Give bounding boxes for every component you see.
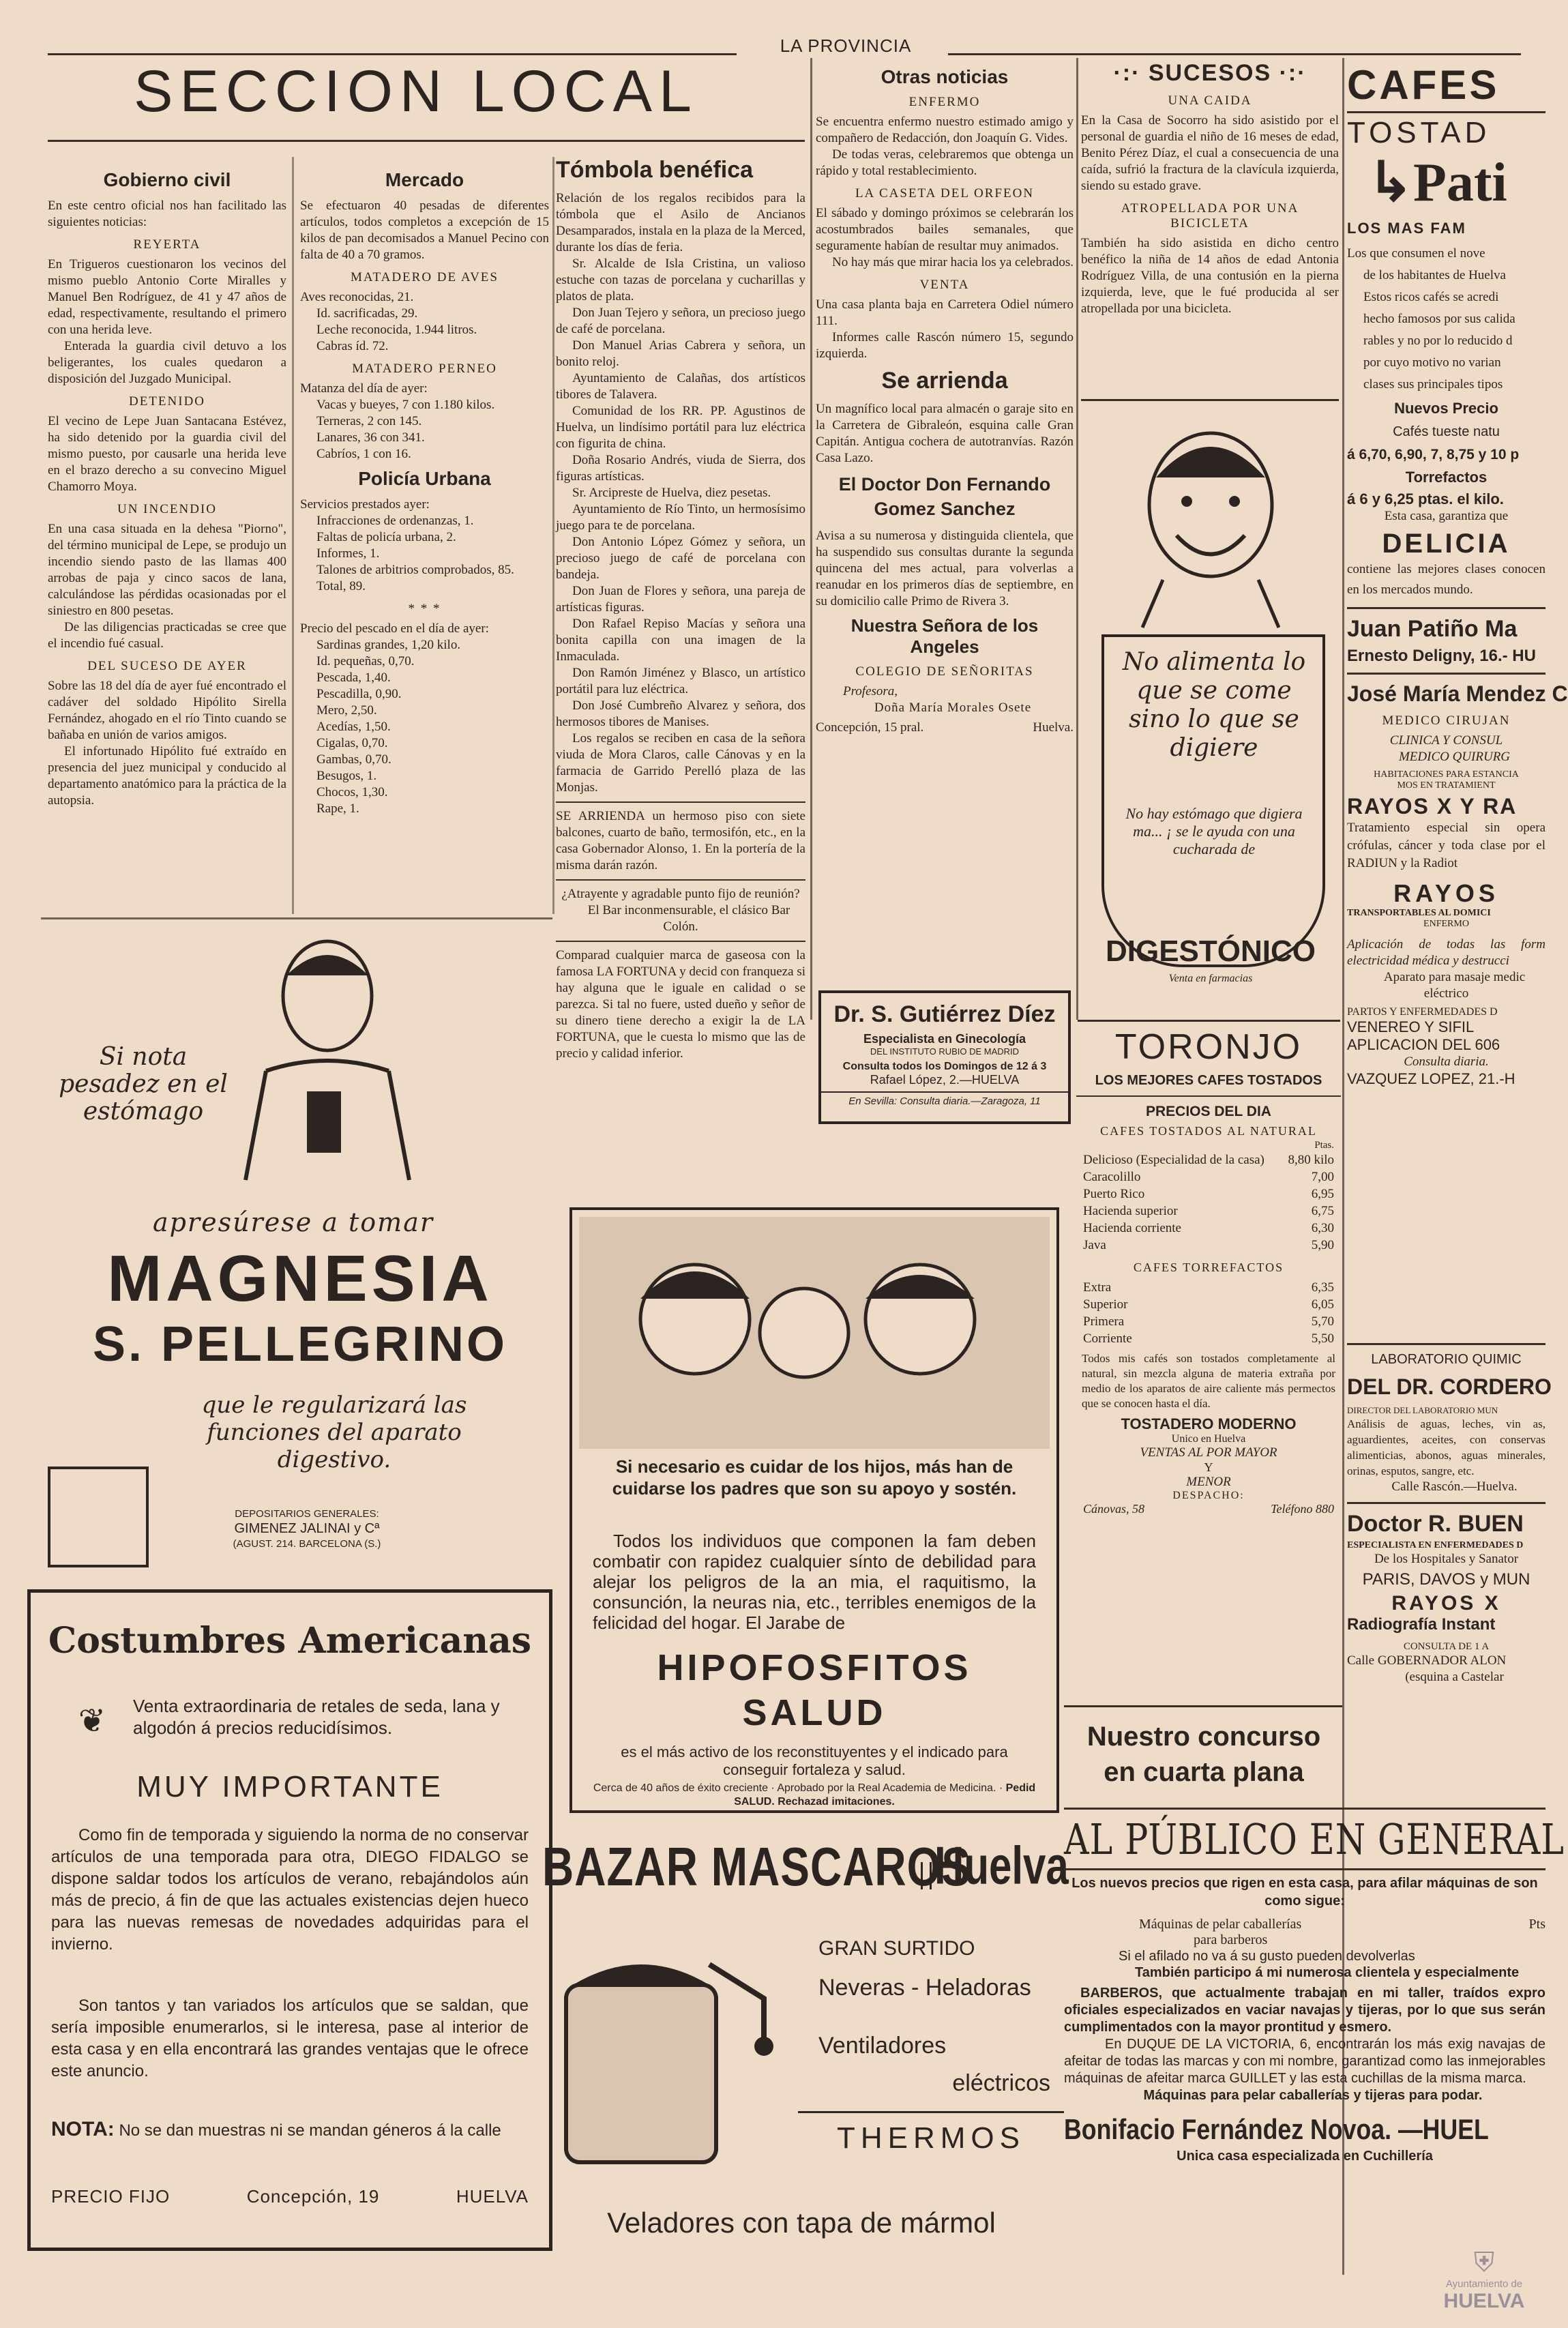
magnesia-line1: Si nota pesadez en el estómago xyxy=(59,1043,228,1125)
fortuna-ad: Comparad cualquier marca de gaseosa con la famosa LA FORTUNA y decid con franqueza si hay alguna que le iguale en calidad o se parezca. Si tal no fuere, usted dueño y señor de su dinero tiene derecho a exigir la de LA FORTUNA, que le cuesta lo mismo que las de precio y calidad inferior. xyxy=(556,948,805,1061)
price-item-value: 5,90 xyxy=(1311,1238,1334,1252)
bazar-vent-2: eléctricos xyxy=(952,2070,1050,2096)
perneo-line: Matanza del día de ayer: xyxy=(300,381,428,396)
price-item-name: Hacienda corriente xyxy=(1083,1221,1181,1235)
publico-text-3: Máquinas para pelar caballerías y tijeras para podar. xyxy=(1143,2088,1483,2103)
price-item-value: 5,70 xyxy=(1311,1314,1334,1329)
costumbres-venta: Venta extraordinaria de retales de seda, lana y algodón á precios reducidísimos. xyxy=(133,1696,500,1738)
cafes-tueste: Cafés tueste natu xyxy=(1393,424,1500,439)
hipofos-brand-2: SALUD xyxy=(742,1692,887,1733)
mercado-title: Mercado xyxy=(385,169,464,190)
hipofos-foot4: Pedid SALUD. Rechazad imitaciones. xyxy=(734,1782,1036,1808)
costumbres-ad xyxy=(27,1589,552,2251)
bazar-neveras: Neveras - Heladoras xyxy=(818,1975,1031,2001)
publico-l1: Máquinas de pelar caballerías xyxy=(1139,1917,1302,1932)
consulta-diaria: Consulta diaria. xyxy=(1404,1055,1489,1069)
enfermo-text-2: De todas veras, celebraremos que obtenga un rápido y total restablecimiento. xyxy=(816,147,1074,178)
costumbres-nota-row xyxy=(51,2118,535,2141)
price-item-value: 6,05 xyxy=(1311,1297,1334,1312)
toronjo-torrefactos: CAFES TORREFACTOS xyxy=(1133,1261,1284,1274)
cafes-line: por cuyo motivo no varian xyxy=(1363,355,1501,370)
right-edge-column-lower xyxy=(1347,1340,1552,1859)
incendio-heading: UN INCENDIO xyxy=(117,502,217,516)
tombola-paragraph: Don Juan Tejero y señora, un precioso juego de café de porcelana. xyxy=(556,306,805,336)
bazar-city: Huelva xyxy=(934,1836,1069,1896)
hipofos-body: Todos los individuos que componen la fam deben combatir con rapidez cualquier sínto de debilidad para alejar los peligros de la an mia, el raquitismo, la consunción, la neuras nia, etc., terribles enemigos de la felicidad del hogar. El Jarabe de xyxy=(593,1531,1036,1633)
concurso-notice: Nuestro concurso en cuarta plana xyxy=(1086,1722,1321,1787)
price-item-value: 6,30 xyxy=(1311,1221,1334,1235)
pescado-line: Chocos, 1,30. xyxy=(316,785,388,799)
price-item-name: Primera xyxy=(1083,1314,1125,1329)
gutierrez-inst: DEL INSTITUTO RUBIO DE MADRID xyxy=(870,1046,1020,1057)
toronjo-y: Y xyxy=(1204,1460,1213,1474)
clinica: CLINICA Y CONSUL xyxy=(1389,733,1503,748)
tombola-paragraph: Don Ramón Jiménez y Blasco, un artístico portátil para luz eléctrica. xyxy=(556,666,805,696)
publico-text-2: En DUQUE DE LA VICTORIA, 6, encontrarán los más exig navajas de afeitar de todas las marcas y con mi nombre, garantizad como las inmejorables máquinas de afeitar marca GUILLET y las esta cuchillas de la misma marca. xyxy=(1064,2037,1545,2086)
publico-text: BARBEROS, que actualmente trabajan en mi taller, traídos expro oficiales especializados en vaciar navajas y tijeras, por lo que sus serán cumplimentados con la mayor prontitud y esmero. xyxy=(1064,1986,1545,2035)
price-item-value: 8,80 kilo xyxy=(1288,1153,1334,1167)
hipofos-head: Si necesario es cuidar de los hijos, más han de cuidarse los padres que son su apoyo y sostén. xyxy=(612,1456,1017,1499)
tombola-column xyxy=(556,151,805,1168)
aplicacion: Aplicación de todas las form electricidad médica y destrucci xyxy=(1347,937,1545,968)
tombola-title: Tómbola benéfica xyxy=(556,157,754,183)
tombola-paragraph: Sr. Alcalde de Isla Cristina, un valioso estuche con tazas de porcelana y cucharillas y platos de plata. xyxy=(556,256,805,304)
pescado-line: Acedías, 1,50. xyxy=(316,720,391,734)
detenido-heading: DETENIDO xyxy=(128,394,206,409)
transportables: TRANSPORTABLES AL DOMICI xyxy=(1347,908,1491,918)
policia-line: Informes, 1. xyxy=(316,546,380,561)
pescado-line: Cigalas, 0,70. xyxy=(316,736,388,750)
partos: PARTOS Y ENFERMEDADES D xyxy=(1347,1006,1498,1018)
price-item-value: 6,75 xyxy=(1311,1204,1334,1218)
deligny: Ernesto Deligny, 16.- HU xyxy=(1347,647,1536,665)
publico-unica: Unica casa especializada en Cuchillería xyxy=(1177,2149,1433,2164)
aves-line: Aves reconocidas, 21. xyxy=(300,290,414,304)
pescado-line: Sardinas grandes, 1,20 kilo. xyxy=(316,638,461,652)
sucesos-column xyxy=(1081,60,1339,401)
price-row xyxy=(1083,1220,1334,1237)
price-item-value: 6,35 xyxy=(1311,1280,1334,1295)
hipofos-foot-block: Cerca de 40 años de éxito creciente · Aprobado por la Real Academia de Medicina. · Pedid SALUD. Rechazad imitaciones. xyxy=(593,1782,1036,1808)
bazar-title: BAZAR MASCAROS xyxy=(542,1836,972,1898)
hipofosfitos-ad xyxy=(569,1207,1059,1813)
venta-text: Una casa planta baja en Carretera Odiel número 111. xyxy=(816,297,1074,328)
costumbres-city: HUELVA xyxy=(456,2186,529,2207)
toronjo-unit: Ptas. xyxy=(1314,1140,1334,1151)
rayos-x: RAYOS X xyxy=(1391,1592,1501,1615)
hipofos-brand-1: HIPOFOSFITOS xyxy=(657,1647,972,1688)
arrienda-text: Un magnífico local para almacén o garaje sito en la Carretera de Gibraleón, esquina calle Gran Capitán. Antigua cochera de autotranvías. Razón Casa Lazo. xyxy=(816,402,1074,465)
toronjo-tostadero: TOSTADERO MODERNO xyxy=(1121,1415,1297,1432)
consulta-hours: CONSULTA DE 1 A xyxy=(1403,1641,1490,1652)
policia-line: Servicios prestados ayer: xyxy=(300,497,430,512)
colegio-sub: COLEGIO DE SEÑORITAS xyxy=(855,664,1034,679)
newspaper-name: LA PROVINCIA xyxy=(780,35,912,56)
price-item-name: Java xyxy=(1083,1238,1106,1252)
aves-line: Id. sacrificadas, 29. xyxy=(316,306,418,321)
venereo: VENEREO Y SIFIL xyxy=(1347,1018,1475,1035)
orfeon-text: El sábado y domingo próximos se celebrarán los acostumbrados bailes semanales, que seguramente habían de resultar muy animados. xyxy=(816,206,1074,253)
policia-line: Total, 89. xyxy=(316,579,366,593)
page-header xyxy=(48,35,1521,56)
perneo-line: Vacas y bueyes, 7 con 1.180 kilos. xyxy=(316,398,495,412)
caida-heading: UNA CAIDA xyxy=(1168,93,1252,108)
perneo-line: Terneras, 2 con 145. xyxy=(316,414,422,428)
rayos-xr: RAYOS X Y RA xyxy=(1347,794,1518,819)
gutierrez-consult: Consulta todos los Domingos de 12 á 3 xyxy=(842,1061,1047,1072)
tombola-paragraph: Ayuntamiento de Calañas, dos artísticos tibores de Talavera. xyxy=(556,371,805,402)
price-item-name: Superior xyxy=(1083,1297,1128,1312)
toronjo-tel: Teléfono 880 xyxy=(1271,1502,1334,1516)
mendez-name: José María Mendez C xyxy=(1347,681,1568,706)
toronjo-contact-row xyxy=(1076,1502,1341,1516)
bazar-vent-1: Ventiladores xyxy=(818,2033,947,2059)
pescado-line: Pescadilla, 0,90. xyxy=(316,687,402,701)
aves-line: Cabras íd. 72. xyxy=(316,339,389,353)
price-item-name: Hacienda superior xyxy=(1083,1204,1178,1218)
cafes-delicia-text: contiene las mejores clases conocen en los mercados mundo. xyxy=(1347,562,1545,597)
aves-heading: MATADERO DE AVES xyxy=(351,270,499,284)
magnesia-bottle-icon xyxy=(48,1467,149,1567)
tombola-paragraph: Don Manuel Arias Cabrera y señora, un bonito reloj. xyxy=(556,338,805,369)
natural-price-list xyxy=(1076,1151,1341,1254)
publico-l3: Si el afilado no va á su gusto pueden devolverlas xyxy=(1119,1949,1415,1964)
toronjo-natural: CAFES TOSTADOS AL NATURAL xyxy=(1100,1124,1317,1138)
rascon: Calle Rascón.—Huelva. xyxy=(1391,1479,1518,1494)
cafes-garantiza: Esta casa, garantiza que xyxy=(1384,509,1509,523)
radiografia: Radiografía Instant xyxy=(1347,1615,1496,1634)
sucesos-title: SUCESOS xyxy=(1148,60,1272,86)
ornament-icon: ·:· xyxy=(1279,60,1307,86)
gobierno-title: Gobierno civil xyxy=(103,169,231,190)
toronjo-ad xyxy=(1076,1027,1341,1715)
price-item-value: 6,95 xyxy=(1311,1187,1334,1201)
cafes-line: hecho famosos por sus calida xyxy=(1363,312,1515,326)
section-title: SECCION LOCAL xyxy=(134,59,698,124)
cafes-line: de los habitantes de Huelva xyxy=(1363,268,1506,282)
price-item-name: Corriente xyxy=(1083,1331,1132,1346)
costumbres-title: Costumbres Americanas xyxy=(48,1620,532,1662)
toronjo-precios: PRECIOS DEL DIA xyxy=(1146,1104,1271,1119)
magnesia-brand-2: S. PELLEGRINO xyxy=(92,1317,508,1372)
shield-icon: ⛨ xyxy=(1474,2248,1494,2278)
publico-title: AL PÚBLICO EN GENERAL xyxy=(1064,1814,1565,1864)
policia-line: Infracciones de ordenanzas, 1. xyxy=(316,514,474,528)
toronjo-sub: LOS MEJORES CAFES TOSTADOS xyxy=(1095,1073,1322,1088)
arrienda-title: Se arrienda xyxy=(881,368,1008,394)
colegio-name: Doña María Morales Osete xyxy=(874,701,1032,715)
aparato: Aparato para masaje medic eléctrico xyxy=(1383,970,1526,1001)
tombola-paragraph: Don Rafael Repiso Macías y señora una bonita capilla con una imagen de la Inmaculada. xyxy=(556,617,805,664)
bueno-hosp: De los Hospitales y Sanator xyxy=(1374,1552,1519,1566)
colegio-prof: Profesora, xyxy=(843,684,898,698)
pescado-line: Besugos, 1. xyxy=(316,769,377,783)
lab-text: Análisis de aguas, leches, vin as, aguardientes, aceites, con conservas alimenticias, abonos, aguas minerales, orinas, esputos, sangre, etc. xyxy=(1347,1417,1545,1477)
bazar-thermos: THERMOS xyxy=(837,2121,1025,2155)
colegio-title: Nuestra Señora de los Angeles xyxy=(850,615,1039,657)
costumbres-nota-text: No se dan muestras ni se mandan géneros á la calle xyxy=(119,2121,501,2140)
ornament-icon: ❦ xyxy=(78,1703,106,1739)
quirurg: MEDICO QUIRURG xyxy=(1398,750,1511,764)
hipofos-foot3: Aprobado por la Real Academia de Medicina. xyxy=(777,1782,996,1794)
price-row xyxy=(1083,1330,1334,1347)
gobierno-civil-column xyxy=(48,164,286,914)
bueno-spec: ESPECIALISTA EN ENFERMEDADES D xyxy=(1347,1540,1524,1550)
policia-line: Faltas de policía urbana, 2. xyxy=(316,530,456,544)
digestonico-foot: Venta en farmacias xyxy=(1168,973,1253,984)
director: DIRECTOR DEL LABORATORIO MUN xyxy=(1347,1405,1498,1415)
bar-line-1: ¿Atrayente y agradable punto fijo de reunión? xyxy=(561,887,800,901)
cafes-line: Estos ricos cafés se acredi xyxy=(1363,290,1499,304)
gutierrez-name: Dr. S. Gutiérrez Díez xyxy=(833,1001,1056,1027)
ornament-icon: ·:· xyxy=(1113,60,1141,86)
cafes-torrefactos: Torrefactos xyxy=(1405,469,1488,486)
pescado-line: Pescada, 1,40. xyxy=(316,671,391,685)
price-item-name: Puerto Rico xyxy=(1083,1187,1145,1201)
costumbres-muy: MUY IMPORTANTE xyxy=(136,1770,443,1803)
torrefacto-price-list xyxy=(1076,1279,1341,1347)
price-item-value: 5,50 xyxy=(1311,1331,1334,1346)
logo-line-1: Ayuntamiento de xyxy=(1445,2278,1523,2290)
lab-title: LABORATORIO QUIMIC xyxy=(1371,1352,1522,1367)
magnesia-line2: apresúrese a tomar xyxy=(152,1207,434,1237)
cafes-pati-text: Pati xyxy=(1413,153,1507,213)
rayos-title: RAYOS xyxy=(1393,879,1499,907)
digestonico-brand: DIGESTÓNICO xyxy=(1105,934,1316,968)
magnesia-line3: que le regularizará las funciones del aparato digestivo. xyxy=(201,1391,467,1473)
tombola-paragraph: Don José Cumbreño Alvarez y señora, dos hermosos tibores de Manises. xyxy=(556,698,805,729)
cafes-delicia: DELICIA xyxy=(1382,529,1511,559)
tombola-paragraph: Don Antonio López Gómez y señora, un precioso juego de café de porcelana con bandeja. xyxy=(556,535,805,582)
bici-text: También ha sido asistida en dicho centro benéfico la niña de 14 años de edad Antonia Rodríguez Villa, de una contusión en la pierna izquierda, leve, que le fué producida al ser atropellada por una bicicleta. xyxy=(1081,236,1339,316)
toronjo-note: Todos mis cafés son tostados completamente al natural, sin mezcla alguna de materia extraña por medio de los aparatos de aire caliente más permectos que se conocen hasta el día. xyxy=(1082,1352,1335,1410)
aplic-606: APLICACION DEL 606 xyxy=(1347,1036,1500,1053)
magnesia-ad xyxy=(41,928,559,1562)
ayuntamiento-logo xyxy=(1443,2248,1525,2313)
pescado-line: Rape, 1. xyxy=(316,801,359,816)
incendio-text-2: De las diligencias practicadas se cree que el incendio fué casual. xyxy=(48,620,286,651)
family-illustration xyxy=(579,1217,1050,1449)
family-faces-icon xyxy=(579,1217,1050,1449)
price-item-name: Extra xyxy=(1083,1280,1112,1295)
enfermo-heading: ENFERMO xyxy=(908,95,981,109)
tombola-paragraph: Comunidad de los RR. PP. Agustinos de Huelva, un lindísimo portátil para luz eléctrica con figurita de china. xyxy=(556,404,805,451)
venta-text-2: Informes calle Rascón número 15, segundo izquierda. xyxy=(816,330,1074,361)
gutierrez-ad xyxy=(818,990,1071,1124)
bazar-ad xyxy=(539,1835,1069,2258)
price-row xyxy=(1083,1185,1334,1203)
vazquez: VAZQUEZ LOPEZ, 21.-H xyxy=(1347,1070,1515,1087)
publico-intro: Los nuevos precios que rigen en esta casa, para afilar máquinas de son como sigue: xyxy=(1071,1876,1538,1909)
digestonico-text: No hay estómago que digiera ma... ¡ se le ayuda con una cucharada de xyxy=(1125,805,1303,857)
magnesia-dep2: GIMENEZ JALINAI y Cª xyxy=(234,1521,380,1536)
tombola-paragraph: Doña Rosario Andrés, viuda de Sierra, dos figuras artísticas. xyxy=(556,453,805,484)
digestonico-slogan: No alimenta lo que se come sino lo que se digiere xyxy=(1122,648,1306,762)
mercado-intro: Se efectuaron 40 pesadas de diferentes artículos, todos completos a excepción de 15 kilos de pan decomisados a Manuel Pecino con falta de 40 a 70 gramos. xyxy=(300,198,549,262)
pescado-intro: Precio del pescado en el día de ayer: xyxy=(300,621,489,636)
enfermo-sm: ENFERMO xyxy=(1423,919,1469,929)
toronjo-ventas: VENTAS AL POR MAYOR xyxy=(1140,1445,1277,1460)
pescado-line: Gambas, 0,70. xyxy=(316,752,391,767)
arrienda-piso: SE ARRIENDA un hermoso piso con siete balcones, cuarto de baño, termosifón, etc., en la casa Gobernador Alonso, 1. En la portería de la misma darán razón. xyxy=(556,809,805,872)
tombola-paragraph: Relación de los regalos recibidos para la tómbola que el Asilo de Ancianos Desamparados, instala en la plaza de la Merced, durante los días de feria. xyxy=(556,191,805,254)
logo-line-2: HUELVA xyxy=(1443,2290,1525,2312)
tombola-paragraph: Sr. Arcipreste de Huelva, diez pesetas. xyxy=(572,486,771,500)
tombola-paragraph: Don Juan de Flores y señora, una pareja de artísticas figuras. xyxy=(556,584,805,615)
publico-row-1 xyxy=(1064,1917,1545,1932)
man-holding-bottle-illustration xyxy=(239,934,416,1180)
reyerta-heading: REYERTA xyxy=(133,237,201,252)
magnesia-brand-1: MAGNESIA xyxy=(107,1242,493,1315)
mendez-medico: MEDICO CIRUJAN xyxy=(1382,713,1511,728)
price-item-value: 7,00 xyxy=(1311,1170,1334,1184)
gobierno-intro: En este centro oficial nos han facilitado las siguientes noticias: xyxy=(48,198,286,229)
price-row xyxy=(1083,1279,1334,1296)
costumbres-text2: Son tantos y tan variados los artículos que se saldan, que sería imposible enumerarlos, si le interesa, pase al interior de esta casa y en ella encontrará las grandes ventajas que le ofrece este anuncio. xyxy=(51,1997,529,2080)
cafes-line: clases sus principales tipos xyxy=(1363,377,1503,392)
gobernador-addr: Calle GOBERNADOR ALON xyxy=(1347,1653,1507,1668)
habitaciones: HABITACIONES PARA ESTANCIA xyxy=(1374,769,1519,780)
costumbres-nota: NOTA: xyxy=(51,2118,115,2140)
costumbres-footer xyxy=(51,2186,529,2207)
venta-heading: VENTA xyxy=(919,278,970,292)
toronjo-despacho: DESPACHO: xyxy=(1172,1490,1245,1501)
cafes-tostad: TOSTAD xyxy=(1347,116,1491,149)
price-row xyxy=(1083,1151,1334,1168)
otras-title: Otras noticias xyxy=(881,66,1009,87)
publico-l2: para barberos xyxy=(1194,1932,1268,1947)
detenido-text: El vecino de Lepe Juan Santacana Estévez, ha sido detenido por la guardia civil del mismo puesto, por causarle una herida leve en el brazo derecho a su convecino Miguel Chamorro Moya. xyxy=(48,414,286,494)
caida-text: En la Casa de Socorro ha sido asistido por el personal de guardia el niño de 16 meses de edad, Benito Pérez Díaz, el cual a consecuencia de una caída, sufrió la fractura de la clavícula izquierda, siendo su estado grave. xyxy=(1081,113,1339,193)
cafes-nuevos: Nuevos Precio xyxy=(1394,400,1498,417)
suceso-text-2: El infortunado Hipólito fué extraído en presencia del juez municipal y conducido al departamento anatómico para la práctica de la autopsia. xyxy=(48,744,286,808)
tombola-paragraph: Los regalos se reciben en casa de la señora viuda de Mora Claros, calle Cánovas y en la farmacia de Garrido Perelló plaza de las Monjas. xyxy=(556,731,805,795)
orfeon-text-2: No hay más que mirar hacia los ya celebrados. xyxy=(832,255,1074,269)
incendio-text: En una casa situada en la dehesa "Piorno", del término municipal de Lepe, se produjo un incendio siendo pasto de las llamas 400 arrobas de paja y cinco sacos de lana, calculándose las pérdidas ocasionadas por el siniestro en 800 pesetas. xyxy=(48,522,286,618)
stars-divider: * * * xyxy=(408,602,441,616)
trat-text: Tratamiento especial sin opera crófulas, cáncer y toda clase por el RADIUN y la Radiot xyxy=(1347,821,1545,870)
price-item-name: Caracolillo xyxy=(1083,1170,1141,1184)
hipofos-foot: es el más activo de los reconstituyentes y el indicado para conseguir fortaleza y salud. xyxy=(621,1743,1008,1778)
bazar-surtido: GRAN SURTIDO xyxy=(818,1937,975,1960)
cafes-pati xyxy=(1347,150,1545,214)
patino-name: Juan Patiño Ma xyxy=(1347,616,1518,642)
price-item-name: Delicioso (Especialidad de la casa) xyxy=(1083,1153,1264,1167)
pescado-line: Mero, 2,50. xyxy=(316,703,377,718)
suceso-text: Sobre las 18 del día de ayer fué encontrado el cadáver del soldado Hipólito Sirella Fernández, ahogado en el río Tinto cuando se bañaba en unión de varios amigos. xyxy=(48,679,286,742)
digestonico-ad xyxy=(1081,409,1340,1003)
policia-title: Policía Urbana xyxy=(358,468,491,489)
price-row xyxy=(1083,1313,1334,1330)
paris: PARIS, DAVOS y MUN xyxy=(1362,1570,1530,1589)
tombola-paragraph: Ayuntamiento de Río Tinto, un hermosísimo juego para te de porcelana. xyxy=(556,502,805,533)
hipofos-foot2: Cerca de 40 años de éxito creciente xyxy=(593,1782,768,1794)
cafes-title: CAFES xyxy=(1347,62,1500,108)
publico-l1p: Pts xyxy=(1528,1917,1545,1932)
reyerta-text: En Trigueros cuestionaron los vecinos del mismo pueblo Antonio Corte Miralles y Manuel Ben Rodríguez, de 41 y 47 años de edad, respectivamente, resultando el primero con una herida leve. xyxy=(48,257,286,337)
doctor-text: Avisa a su numerosa y distinguida clientela, que ha suspendido sus consultas durante la segunda quincena del mes actual, para volverlas a reanudar en los primeros días de septiembre, en su domicilio calle Primo de Rivera 3. xyxy=(816,529,1074,608)
suceso-heading: DEL SUCESO DE AYER xyxy=(87,659,247,673)
perneo-line: Lanares, 36 con 341. xyxy=(316,430,425,445)
cafes-line: Los que consumen el nove xyxy=(1347,246,1485,261)
price-row xyxy=(1083,1203,1334,1220)
cafes-mas-fam: LOS MAS FAM xyxy=(1347,220,1466,237)
reyerta-text-2: Enterada la guardia civil detuvo a los beligerantes, los cuales quedaron a disposición del Juzgado Municipal. xyxy=(48,339,286,386)
castelar: (esquina a Castelar xyxy=(1405,1670,1504,1684)
otras-noticias-column xyxy=(816,65,1074,1020)
bazar-veladores: Veladores con tapa de mármol xyxy=(607,2207,996,2239)
publico-name: Bonifacio Fernández Novoa. —HUEL xyxy=(1064,2113,1489,2145)
bueno-name: Doctor R. BUEN xyxy=(1347,1511,1524,1537)
bar-line-2: El Bar inconmensurable, el clásico Bar Colón. xyxy=(587,903,790,934)
perneo-heading: MATADERO PERNEO xyxy=(352,362,497,376)
cafes-line: rables y no por lo reducido d xyxy=(1363,334,1513,348)
man-portrait-illustration xyxy=(1136,423,1286,628)
colegio-addr: Concepción, 15 pral. xyxy=(816,720,924,735)
toronjo-addr: Cánovas, 58 xyxy=(1083,1502,1144,1516)
bici-heading: ATROPELLADA POR UNA BICICLETA xyxy=(1121,201,1299,231)
toronjo-menor: MENOR xyxy=(1186,1475,1231,1489)
toronjo-unico: Unico en Huelva xyxy=(1171,1433,1246,1445)
colegio-city: Huelva. xyxy=(1033,720,1074,735)
arrow-icon: ↳ xyxy=(1367,153,1414,213)
cafes-prices-2: á 6 y 6,25 ptas. el kilo. xyxy=(1347,490,1504,507)
sucesos-title-row xyxy=(1081,60,1339,87)
magnesia-dep: DEPOSITARIOS GENERALES: xyxy=(235,1508,379,1520)
gutierrez-sevilla: En Sevilla: Consulta diaria.—Zaragoza, 11 xyxy=(821,1091,1068,1107)
publico-ad xyxy=(1064,1814,1565,2258)
cafes-prices-1: á 6,70, 6,90, 7, 8,75 y 10 p xyxy=(1347,447,1520,462)
gutierrez-spec: Especialista en Ginecología xyxy=(863,1032,1026,1046)
pescado-line: Id. pequeñas, 0,70. xyxy=(316,654,415,668)
tratamiento: MOS EN TRATAMIENT xyxy=(1397,780,1496,791)
ice-cream-freezer-icon xyxy=(546,1917,778,2176)
price-row xyxy=(1083,1168,1334,1185)
mercado-column xyxy=(300,164,549,914)
gutierrez-addr: Rafael López, 2.—HUELVA xyxy=(870,1073,1020,1087)
costumbres-addr: Concepción, 19 xyxy=(246,2186,380,2207)
policia-line: Talones de arbitrios comprobados, 85. xyxy=(316,563,514,577)
price-row xyxy=(1083,1296,1334,1313)
orfeon-heading: LA CASETA DEL ORFEON xyxy=(855,186,1035,201)
toronjo-title: TORONJO xyxy=(1114,1027,1303,1067)
cordero: DEL DR. CORDERO xyxy=(1347,1374,1552,1399)
costumbres-text1: Como fin de temporada y siguiendo la norma de no conservar artículos de una temporada para otra, DIEGO FIDALGO se dispone saldar todos los artículos de verano, rebajándolos aún más de precio, á fin de que las actuales existencias dejen hueco para las nuevas remesas de novedades adquiridas para el invierno. xyxy=(51,1826,529,1954)
magnesia-dep3: (AGUST. 214. BARCELONA (S.) xyxy=(233,1538,381,1550)
costumbres-fijo: PRECIO FIJO xyxy=(51,2186,171,2207)
doctor-title: El Doctor Don Fernando Gomez Sanchez xyxy=(838,474,1051,519)
perneo-line: Cabríos, 1 con 16. xyxy=(316,447,411,461)
enfermo-text: Se encuentra enfermo nuestro estimado amigo y compañero de Redacción, don Joaquín G. Vides. xyxy=(816,115,1074,145)
publico-l4: También participo á mi numerosa clientela y especialmente xyxy=(1135,1965,1520,1980)
colegio-address-row xyxy=(816,720,1074,735)
aves-line: Leche reconocida, 1.944 litros. xyxy=(316,323,477,337)
price-row xyxy=(1083,1237,1334,1254)
